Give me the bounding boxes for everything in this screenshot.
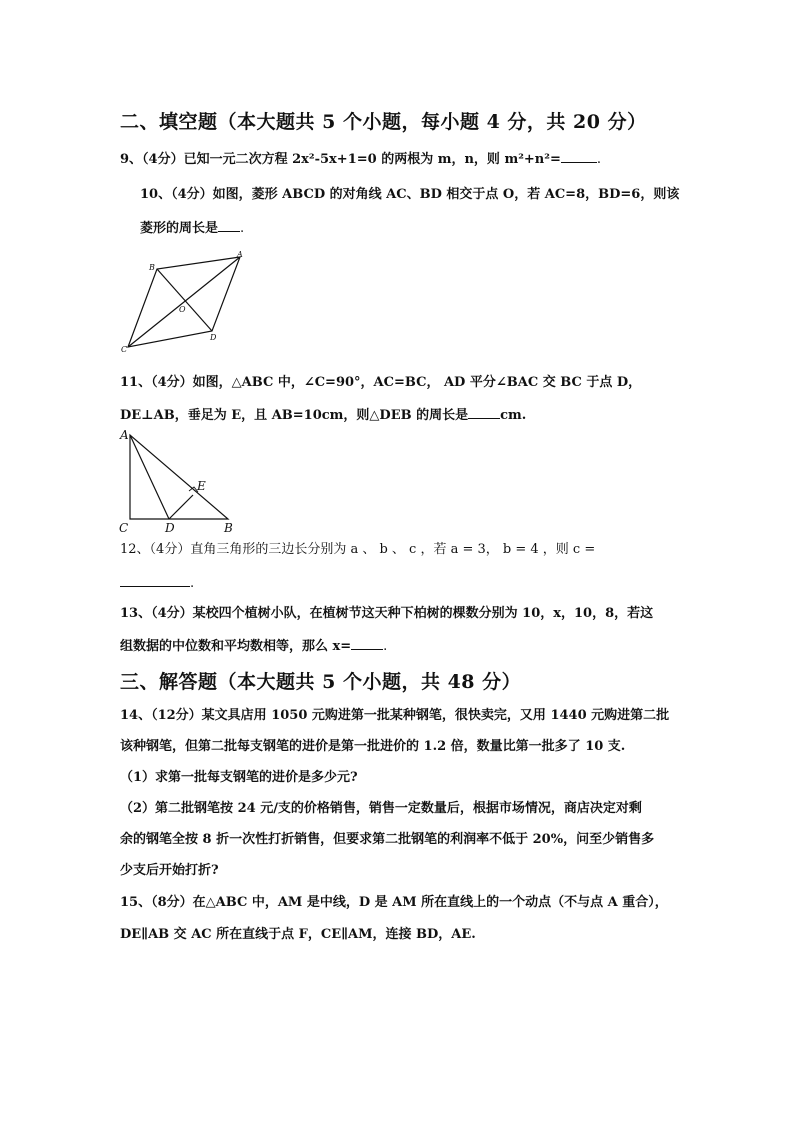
question-13-line-2 — [120, 637, 387, 655]
label-b: B — [224, 521, 233, 535]
question-14-part-2-line-1: （2）第二批钢笔按 24 元/支的价格销售，销售一定数量后，根据市场情况，商店决定对剩 — [120, 801, 642, 816]
label-c: C — [119, 521, 129, 535]
answer-blank[interactable] — [468, 406, 500, 419]
bisector-ad — [130, 435, 169, 519]
label-e: E — [197, 479, 206, 493]
label-d: D — [165, 521, 175, 535]
question-10-line-2 — [140, 219, 244, 237]
question-12-line-1: 12、（4分）直角三角形的三边长分别为 a 、 b 、 c ，若 a = 3， b = 4 ，则 c = — [120, 542, 596, 557]
question-10-text: 菱形的周长是 — [140, 221, 219, 236]
section-3-title: 三、解答题（本大题共 5 个小题，共 48 分） — [120, 671, 522, 693]
diagonal-bd — [157, 269, 212, 331]
question-13-line-1: 13、（4分）某校四个植树小队，在植树节这天种下柏树的棵数分别为 10，x，10，8，若这 — [120, 606, 654, 621]
question-9 — [120, 150, 601, 168]
question-10-line-1: 10、（4分）如图，菱形 ABCD 的对角线 AC、BD 相交于点 O，若 AC=8，BD=6，则该 — [140, 187, 680, 202]
question-14-line-2: 该种钢笔，但第二批每支钢笔的进价是第一批进价的 1.2 倍，数量比第一批多了 10 支. — [120, 739, 626, 754]
question-13-end: . — [383, 639, 388, 654]
label-a: A — [120, 428, 129, 442]
label-b: B — [149, 263, 155, 272]
answer-blank[interactable] — [561, 150, 597, 163]
triangle-abc — [130, 435, 228, 519]
question-11-text: DE⊥AB，垂足为 E，且 AB=10cm，则△DEB 的周长是 — [120, 408, 469, 423]
label-a: A — [237, 250, 243, 259]
answer-blank[interactable] — [218, 219, 240, 232]
label-o: O — [179, 305, 186, 314]
question-15-line-1: 15、（8分）在△ABC 中，AM 是中线，D 是 AM 所在直线上的一个动点（不与点 A 重合）， — [120, 895, 668, 910]
answer-blank[interactable] — [120, 574, 190, 587]
question-9-text: 9、（4分）已知一元二次方程 2x²-5x+1=0 的两根为 m，n，则 m²+n²= — [120, 152, 561, 167]
answer-blank[interactable] — [351, 637, 383, 650]
question-15-line-2: DE∥AB 交 AC 所在直线于点 F，CE∥AM，连接 BD，AE. — [120, 927, 476, 942]
question-13-text: 组数据的中位数和平均数相等，那么 x= — [120, 639, 352, 654]
question-11-unit: cm. — [500, 408, 527, 423]
question-14-part-1: （1）求第一批每支钢笔的进价是多少元? — [120, 770, 358, 785]
perpendicular-de — [169, 495, 193, 519]
question-14-part-2-line-3: 少支后开始打折? — [120, 863, 219, 878]
label-c: C — [121, 345, 128, 354]
question-9-end: . — [596, 152, 601, 167]
question-14-part-2-line-2: 余的钢笔全按 8 折一次性打折销售，但要求第二批钢笔的利润率不低于 20%，问至少销售多 — [120, 832, 655, 847]
question-10-end: . — [240, 221, 245, 236]
rhombus-figure — [112, 248, 252, 360]
triangle-figure — [114, 426, 240, 536]
question-11-line-2 — [120, 406, 526, 424]
question-12-line-2 — [120, 574, 194, 592]
question-12-end: . — [190, 576, 195, 591]
section-2-title: 二、填空题（本大题共 5 个小题，每小题 4 分，共 20 分） — [120, 111, 647, 133]
label-d: D — [210, 333, 217, 342]
question-14-line-1: 14、（12分）某文具店用 1050 元购进第一批某种钢笔，很快卖完，又用 1440 元购进第二批 — [120, 708, 670, 723]
question-11-line-1: 11、（4分）如图，△ABC 中，∠C=90°，AC=BC， AD 平分∠BAC 交 BC 于点 D， — [120, 375, 642, 390]
